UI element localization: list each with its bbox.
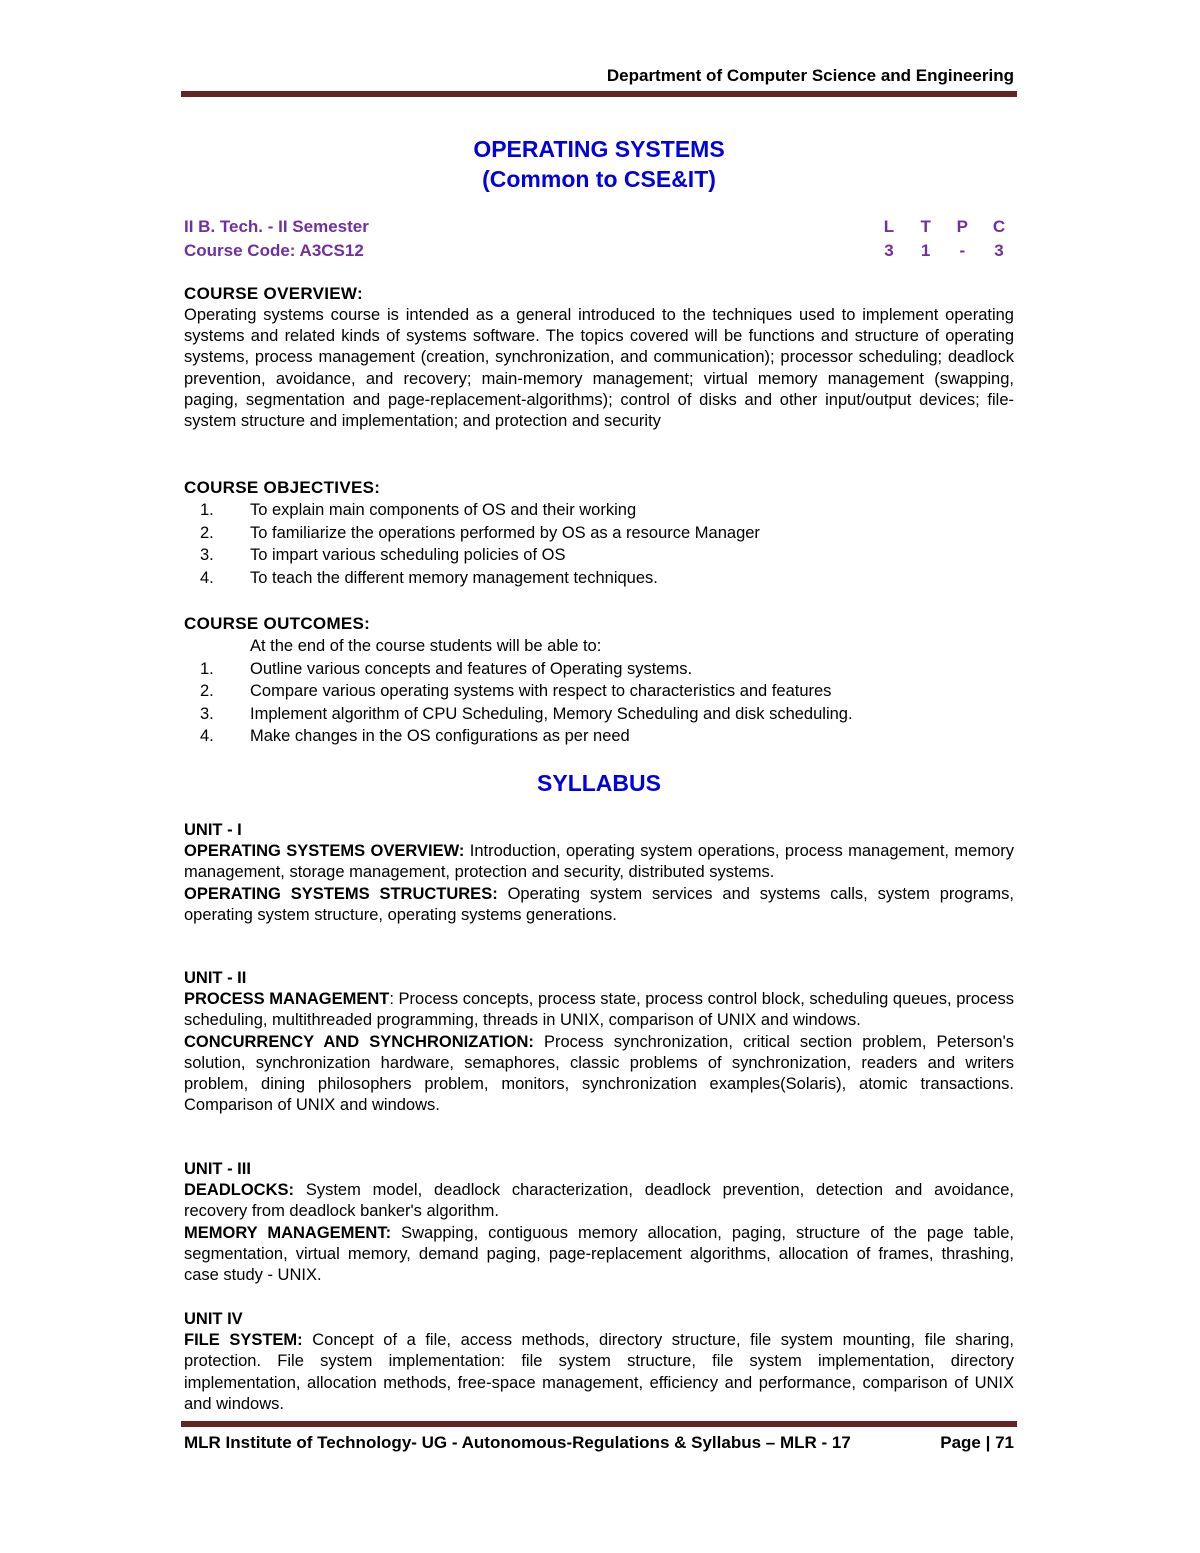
item-number: 2. — [200, 682, 214, 700]
page-number: Page | 71 — [940, 1433, 1014, 1452]
topic — [184, 1223, 1014, 1287]
topic-label: PROCESS MANAGEMENT — [184, 990, 390, 1009]
ltpc-values — [879, 239, 1009, 263]
footer-institute: MLR Institute of Technology- UG - Autonomous-Regulations & Syllabus – MLR - 17 — [184, 1433, 851, 1452]
objectives-heading: COURSE OBJECTIVES: — [184, 478, 381, 497]
topic-text: Process synchronization, critical section problem, Peterson's solution, synchronization hardware, semaphores, classic problems of synchronization, readers and writers problem, dining philosophers problem, monitors, synchronization examples(Solaris), atomic transactions. Comparison of UNIX and windows. — [184, 1032, 1014, 1115]
topic-text: Introduction, operating system operations, process management, memory management, storage management, protection and security, distributed systems. — [184, 842, 1014, 882]
unit-title: UNIT - II — [184, 969, 247, 987]
list-item — [184, 522, 1014, 545]
course-code: Course Code: A3CS12 — [184, 241, 364, 260]
topic-text: System model, deadlock characterization, deadlock prevention, detection and avoidance, recovery from deadlock banker's algorithm. — [184, 1181, 1014, 1221]
header-rule — [181, 91, 1017, 97]
unit-4 — [184, 1309, 1014, 1415]
topic-text: Swapping, contiguous memory allocation, paging, structure of the page table, segmentation, virtual memory, demand paging, page-replacement algorithms, allocation of frames, thrashing, case study - UNIX. — [184, 1223, 1014, 1285]
list-item — [184, 658, 1014, 681]
list-item — [184, 725, 1014, 748]
item-number: 1. — [200, 501, 214, 519]
ltpc-header: T — [920, 217, 931, 236]
department-header: Department of Computer Science and Engineering — [606, 66, 1014, 85]
course-title — [184, 134, 1014, 194]
topic-label: OPERATING SYSTEMS STRUCTURES: — [184, 884, 498, 903]
ltpc-value: 3 — [884, 241, 894, 260]
footer-rule — [181, 1421, 1017, 1427]
topic — [184, 841, 1014, 883]
topic-label: MEMORY MANAGEMENT: — [184, 1223, 392, 1242]
item-number: 3. — [200, 546, 214, 564]
objectives-list — [184, 499, 1014, 589]
topic-label: CONCURRENCY AND SYNCHRONIZATION: — [184, 1032, 534, 1051]
semester-row — [184, 215, 1014, 239]
unit-1 — [184, 820, 1014, 926]
semester-info — [184, 215, 1014, 263]
item-number: 1. — [200, 659, 214, 678]
topic — [184, 1180, 1014, 1222]
topic-label: FILE SYSTEM: — [184, 1331, 303, 1350]
topic-text: Concept of a file, access methods, directory structure, file system mounting, file sharing, protection. File system implementation: file system structure, file system implementation, directory implementation, allocation methods, free-space management, efficiency and performance, comparison of UNIX and windows. — [184, 1331, 1015, 1413]
ltpc-header: L — [883, 217, 895, 236]
ltpc-value: - — [959, 241, 966, 260]
outcomes-list — [184, 658, 1014, 748]
topic-label: OPERATING SYSTEMS OVERVIEW: — [184, 842, 465, 861]
item-text: To teach the different memory management techniques. — [250, 568, 658, 587]
item-text: To familiarize the operations performed by OS as a resource Manager — [250, 523, 760, 542]
ltpc-value: 1 — [920, 241, 931, 260]
item-number: 3. — [200, 704, 214, 723]
list-item — [184, 703, 1014, 726]
item-text: To explain main components of OS and their working — [250, 501, 637, 519]
unit-title: UNIT IV — [184, 1310, 243, 1328]
year-semester: II B. Tech. - II Semester — [184, 217, 369, 236]
ltpc-header: C — [992, 217, 1006, 236]
unit-title: UNIT - I — [184, 821, 242, 839]
item-number: 2. — [200, 523, 214, 542]
unit-2 — [184, 968, 1014, 1116]
item-number: 4. — [200, 727, 214, 745]
overview-text: Operating systems course is intended as a general introduced to the techniques used to implement operating systems and related kinds of systems software. The topics covered will be functions and structure of operating systems, process management (creation, synchronization, and communication); processor scheduling; deadlock prevention, avoidance, and recovery; main-memory management; virtual memory management (swapping, paging, segmentation and page-replacement-algorithms); control of disks and other input/output devices; file-system structure and implementation; and protection and security — [184, 306, 1014, 431]
topic-label: DEADLOCKS: — [184, 1181, 294, 1200]
course-overview — [184, 283, 1014, 432]
item-text: Make changes in the OS configurations as per need — [250, 727, 630, 745]
syllabus-heading: SYLLABUS — [537, 770, 661, 796]
list-item — [184, 567, 1014, 590]
topic — [184, 1032, 1014, 1117]
topic — [184, 884, 1014, 926]
item-number: 4. — [200, 568, 214, 587]
item-text: Outline various concepts and features of Operating systems. — [250, 659, 693, 678]
ltpc-headers — [879, 215, 1009, 239]
topic — [184, 989, 1014, 1031]
outcomes-intro: At the end of the course students will be able to: — [250, 637, 602, 655]
page-footer — [184, 1433, 1014, 1453]
course-objectives — [184, 477, 1014, 589]
overview-heading: COURSE OVERVIEW: — [184, 284, 363, 303]
topic — [184, 1330, 1014, 1415]
item-text: Implement algorithm of CPU Scheduling, Memory Scheduling and disk scheduling. — [250, 704, 853, 723]
outcomes-heading: COURSE OUTCOMES: — [184, 614, 371, 633]
course-title-line2: (Common to CSE&IT) — [482, 166, 716, 192]
ltpc-value: 3 — [994, 241, 1004, 260]
course-code-row — [184, 239, 1014, 263]
ltpc-header: P — [956, 217, 968, 236]
item-text: To impart various scheduling policies of OS — [250, 546, 566, 564]
unit-3 — [184, 1159, 1014, 1286]
topic-text: Operating system services and systems calls, system programs, operating system structure, operating systems generations. — [184, 884, 1015, 924]
course-outcomes — [184, 613, 1014, 748]
unit-title: UNIT - III — [184, 1160, 251, 1178]
topic-text: : Process concepts, process state, process control block, scheduling queues, process scheduling, multithreaded programming, threads in UNIX, comparison of UNIX and windows. — [184, 990, 1014, 1030]
item-text: Compare various operating systems with respect to characteristics and features — [250, 682, 832, 700]
list-item — [184, 544, 1014, 567]
list-item — [184, 499, 1014, 522]
list-item — [184, 680, 1014, 703]
course-title-line1: OPERATING SYSTEMS — [473, 136, 725, 162]
